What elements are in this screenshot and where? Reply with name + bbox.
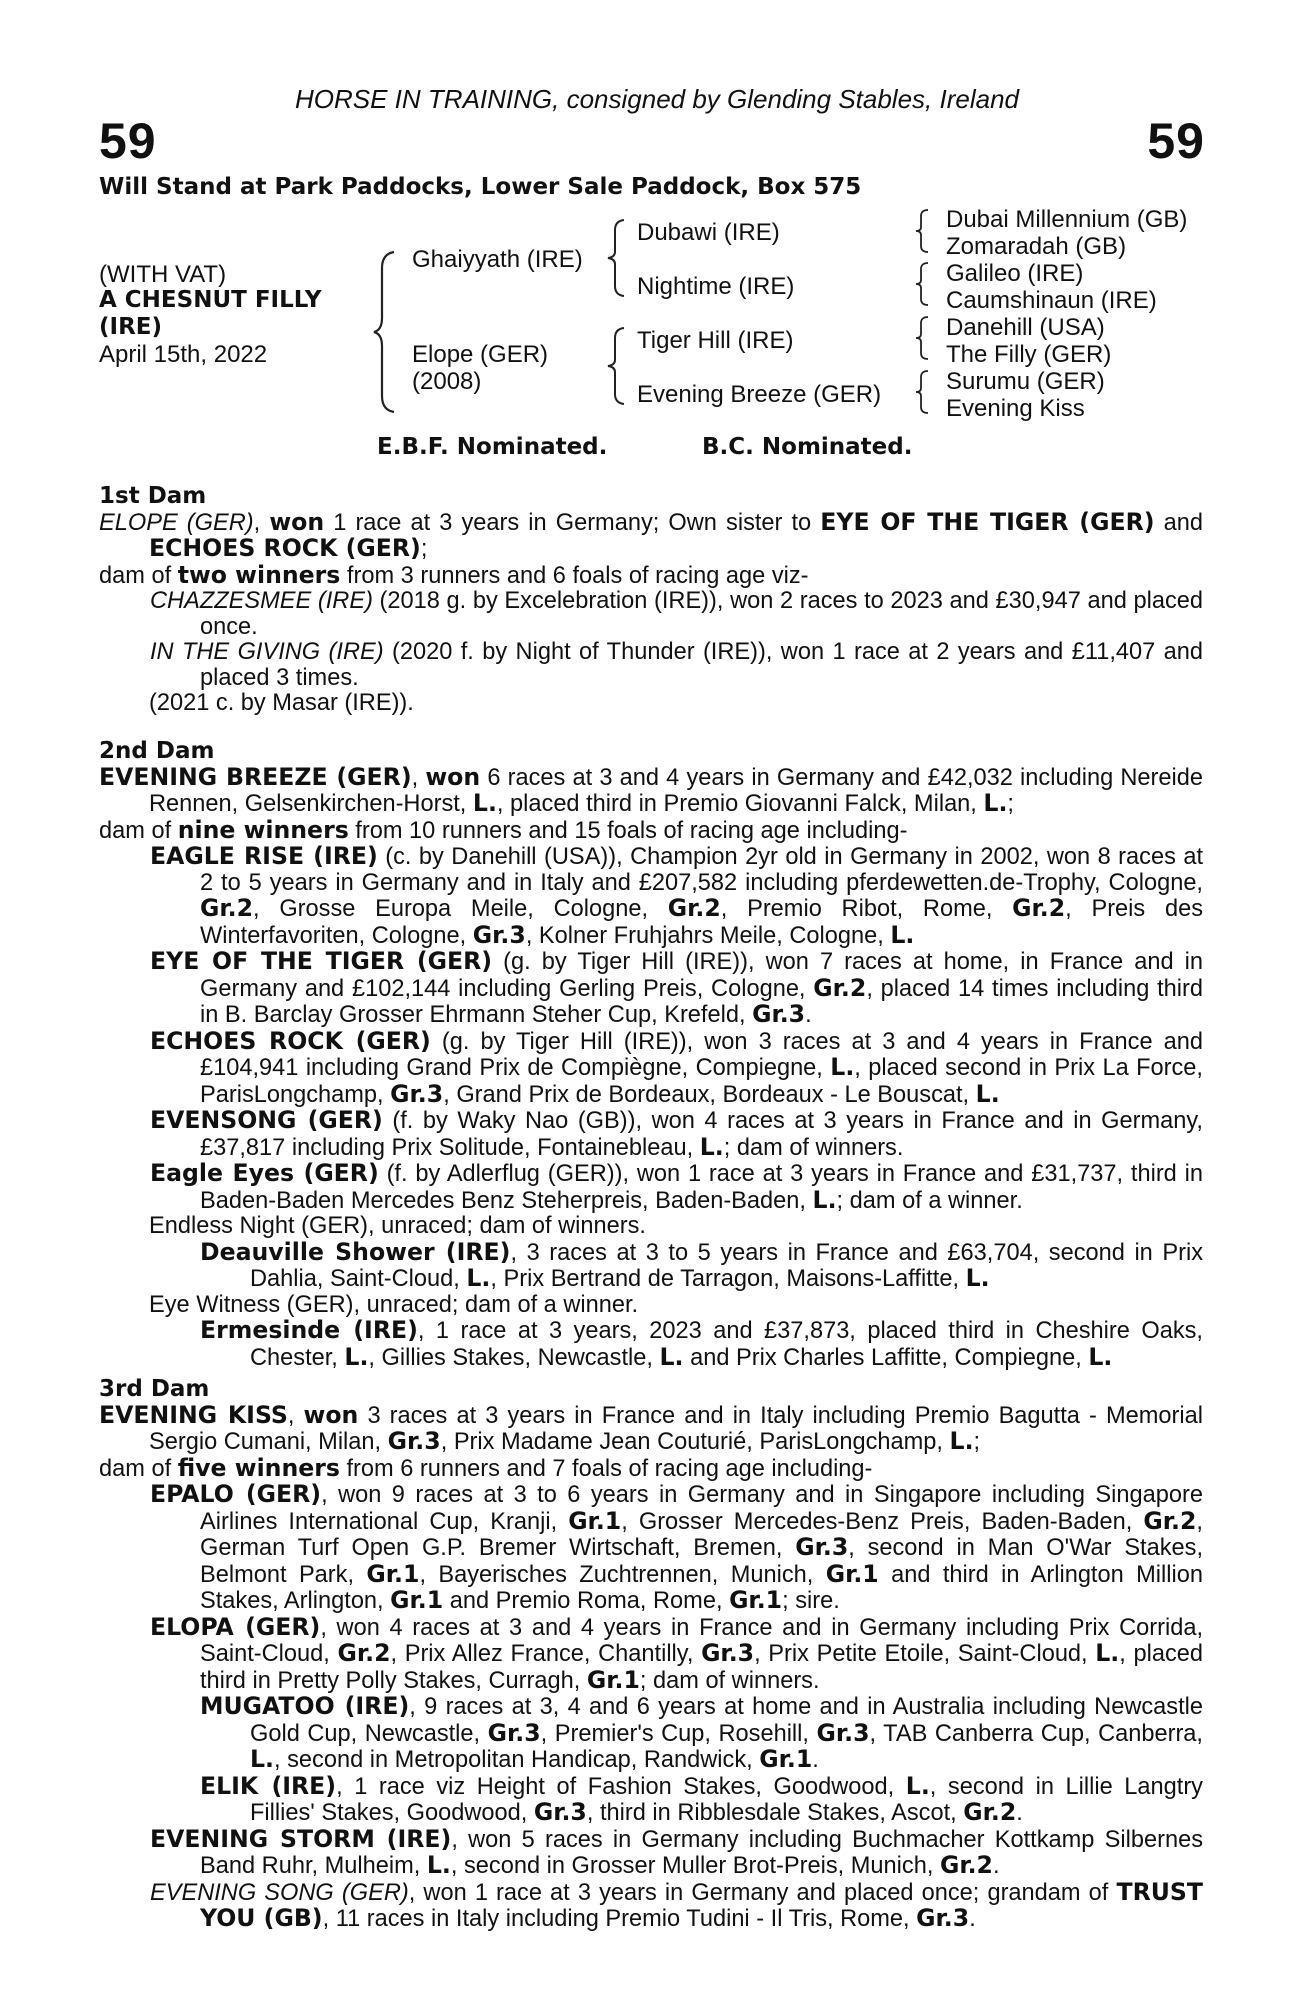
pedigree-sire-dam: Nightime (IRE) bbox=[637, 273, 795, 300]
third-dam-section bbox=[99, 1377, 1203, 1933]
pedigree-brace-sire bbox=[606, 218, 630, 298]
pedigree-sire: Ghaiyyath (IRE) bbox=[412, 246, 583, 273]
produce-item: (2021 c. by Masar (IRE)). bbox=[149, 690, 414, 716]
dam-record: EVENING KISS, won 3 races at 3 years in France and in Italy including Premio Bagutta - Memorial Sergio Cumani, Milan, Gr.3, Prix Madame Jean Couturié, ParisLongchamp, L.; bbox=[99, 1400, 1203, 1455]
pedigree-brace-dam bbox=[606, 326, 630, 406]
pedigree-dam-sire: Tiger Hill (IRE) bbox=[637, 327, 794, 354]
produce-item: EAGLE RISE (IRE) (c. by Danehill (USA)), Champion 2yr old in Germany in 2002, won 8 races at 2 to 5 years in Germany and in Italy and £207,582 including pferdewetten.de-Trophy, Cologne, Gr.2, Grosse Europa Meile, Cologne, Gr.2, Premio Ribot, Rome, Gr.2, Preis des Winterfavoriten, Cologne, Gr.3, Kolner Fruhjahrs Meile, Cologne, L. bbox=[150, 842, 1203, 949]
produce-item: EYE OF THE TIGER (GER) (g. by Tiger Hill (IRE)), won 7 races at home, in France and in Germany and £102,144 including Gerling Preis, Cologne, Gr.2, placed 14 times including third in B. Barclay Grosser Ehrmann Steher Cup, Krefeld, Gr.3. bbox=[150, 947, 1204, 1028]
produce-item: EPALO (GER), won 9 races at 3 to 6 years in Germany and in Singapore including Singapore Airlines International Cup, Kranji, Gr.1, Grosser Mercedes-Benz Preis, Baden-Baden, Gr.2, German Turf Open G.P. Bremer Wirtschaft, Bremen, Gr.3, second in Man O'War Stakes, Belmont Park, Gr.1, Bayerisches Zuchtrennen, Munich, Gr.1 and third in Arlington Million Stakes, Arlington, Gr.1 and Premio Roma, Rome, Gr.1; sire. bbox=[150, 1480, 1203, 1614]
section-heading: 2nd Dam bbox=[99, 738, 215, 764]
catalogue-header: HORSE IN TRAINING, consigned by Glending Stables, Ireland bbox=[295, 84, 1019, 114]
pedigree-dam-year: (2008) bbox=[412, 368, 482, 395]
pedigree-dam-dam: Evening Breeze (GER) bbox=[637, 381, 882, 408]
ebf-nomination: E.B.F. Nominated. bbox=[377, 434, 608, 460]
section-heading: 3rd Dam bbox=[99, 1376, 210, 1402]
pedigree-ssd: Zomaradah (GB) bbox=[946, 233, 1127, 260]
dam-record: ELOPE (GER), won 1 race at 3 years in Germany; Own sister to EYE OF THE TIGER (GER) and ECHOES ROCK (GER); bbox=[99, 507, 1204, 562]
produce-item: EVENSONG (GER) (f. by Waky Nao (GB)), won 4 races at 3 years in France and in Germany, £37,817 including Prix Solitude, Fontainebleau, L.; dam of winners. bbox=[150, 1106, 1203, 1161]
stand-location: Will Stand at Park Paddocks, Lower Sale Paddock, Box 575 bbox=[99, 174, 862, 200]
dam-record: EVENING BREEZE (GER), won 6 races at 3 and 4 years in Germany and £42,032 including Nereide Rennen, Gelsenkirchen-Horst, L., placed third in Premio Giovanni Falck, Milan, L.; bbox=[99, 762, 1203, 817]
pedigree-dsd: The Filly (GER) bbox=[946, 341, 1112, 368]
second-dam-section bbox=[99, 739, 1203, 1371]
pedigree-dss: Danehill (USA) bbox=[946, 314, 1105, 341]
produce-subitem: Deauville Shower (IRE), 3 races at 3 to 5 years in France and £63,704, second in Prix Dahlia, Saint-Cloud, L., Prix Bertrand de Tarragon, Maisons-Laffitte, L. bbox=[200, 1237, 1203, 1292]
pedigree-ddd: Evening Kiss bbox=[946, 395, 1085, 422]
produce-item: Eye Witness (GER), unraced; dam of a winner. bbox=[149, 1291, 639, 1318]
vat-note: (WITH VAT) bbox=[99, 261, 227, 288]
pedigree-brace-ds bbox=[914, 315, 932, 361]
pedigree-brace-dd bbox=[914, 369, 932, 415]
horse-name-line2: (IRE) bbox=[99, 314, 163, 340]
produce-item: IN THE GIVING (IRE) (2020 f. by Night of Thunder (IRE)), won 1 race at 2 years and £11,407 and placed 3 times. bbox=[150, 639, 1203, 691]
pedigree-dam: Elope (GER) bbox=[412, 341, 549, 368]
produce-item: CHAZZESMEE (IRE) (2018 g. by Excelebration (IRE)), won 2 races to 2023 and £30,947 and placed once. bbox=[150, 588, 1203, 640]
produce-item: Endless Night (GER), unraced; dam of winners. bbox=[149, 1213, 646, 1239]
produce-item: EVENING SONG (GER), won 1 race at 3 years in Germany and placed once; grandam of TRUST YOU (GB), 11 races in Italy including Premio Tudini - Il Tris, Rome, Gr.3. bbox=[150, 1877, 1203, 1932]
produce-subitem: Ermesinde (IRE), 1 race at 3 years, 2023 and £37,873, placed third in Cheshire Oaks, Chester, L., Gillies Stakes, Newcastle, L. and Prix Charles Laffitte, Compiegne, L. bbox=[200, 1316, 1203, 1371]
pedigree-brace-sd bbox=[914, 261, 932, 307]
lot-number-right: 59 bbox=[1147, 113, 1205, 169]
pedigree-sds: Galileo (IRE) bbox=[946, 260, 1084, 287]
first-dam-section bbox=[99, 484, 1203, 717]
produce-subitem: ELIK (IRE), 1 race viz Height of Fashion Stakes, Goodwood, L., second in Lillie Langtry Fillies' Stakes, Goodwood, Gr.3, third in Ribblesdale Stakes, Ascot, Gr.2. bbox=[200, 1771, 1203, 1826]
horse-name-line1: A CHESNUT FILLY bbox=[99, 287, 322, 313]
dam-produce-summary: dam of five winners from 6 runners and 7 foals of racing age including- bbox=[99, 1453, 873, 1482]
produce-item: Eagle Eyes (GER) (f. by Adlerflug (GER)), won 1 race at 3 years in France and £31,737, third in Baden-Baden Mercedes Benz Steherpreis, Baden-Baden, L.; dam of a winner. bbox=[150, 1159, 1203, 1214]
section-heading: 1st Dam bbox=[99, 483, 207, 509]
bc-nomination: B.C. Nominated. bbox=[702, 434, 913, 460]
dam-produce-summary: dam of nine winners from 10 runners and 15 foals of racing age including- bbox=[99, 815, 908, 844]
pedigree-sire-sire: Dubawi (IRE) bbox=[637, 219, 780, 246]
dam-produce-summary: dam of two winners from 3 runners and 6 foals of racing age viz- bbox=[99, 560, 809, 589]
horse-dob: April 15th, 2022 bbox=[99, 341, 268, 368]
produce-item: ECHOES ROCK (GER) (g. by Tiger Hill (IRE)), won 3 races at 3 and 4 years in France and £104,941 including Grand Prix de Compiègne, Compiegne, L., placed second in Prix La Force, ParisLongchamp, Gr.3, Grand Prix de Bordeaux, Bordeaux - Le Bouscat, L. bbox=[150, 1026, 1204, 1108]
pedigree-sss: Dubai Millennium (GB) bbox=[946, 206, 1188, 233]
produce-item: EVENING STORM (IRE), won 5 races in Germany including Buchmacher Kottkamp Silbernes Band Ruhr, Mulheim, L., second in Grosser Muller Brot-Preis, Munich, Gr.2. bbox=[150, 1824, 1203, 1879]
lot-number-left: 59 bbox=[99, 113, 157, 169]
produce-subitem: MUGATOO (IRE), 9 races at 3, 4 and 6 years at home and in Australia including Newcastle Gold Cup, Newcastle, Gr.3, Premier's Cup, Rosehill, Gr.3, TAB Canberra Cup, Canberra, L., second in Metropolitan Handicap, Randwick, Gr.1. bbox=[200, 1692, 1203, 1773]
produce-item: ELOPA (GER), won 4 races at 3 and 4 years in France and in Germany including Prix Corrida, Saint-Cloud, Gr.2, Prix Allez France, Chantilly, Gr.3, Prix Petite Etoile, Saint-Cloud, L., placed third in Pretty Polly Stakes, Curragh, Gr.1; dam of winners. bbox=[150, 1612, 1203, 1694]
pedigree-dds: Surumu (GER) bbox=[946, 368, 1105, 395]
pedigree-brace-main bbox=[372, 250, 402, 414]
pedigree-brace-ss bbox=[914, 208, 932, 254]
pedigree-sdd: Caumshinaun (IRE) bbox=[946, 287, 1157, 314]
